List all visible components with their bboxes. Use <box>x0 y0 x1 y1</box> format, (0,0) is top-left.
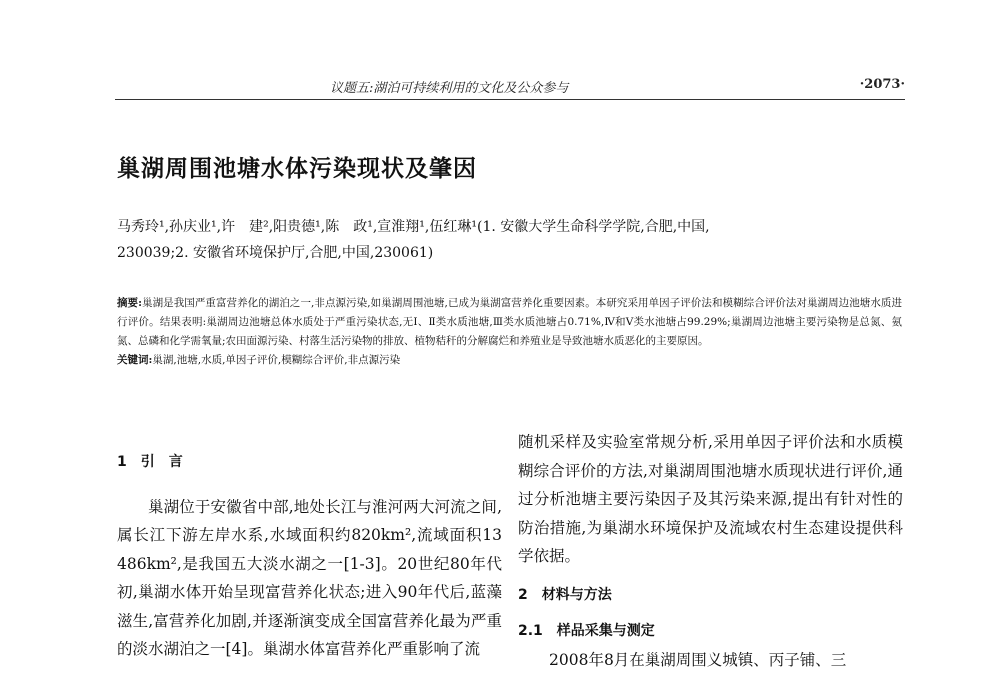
abstract-label: 摘要: <box>117 297 142 309</box>
section-1-paragraph: 巢湖位于安徽省中部,地处长江与淮河两大河流之间,属长江下游左岸水系,水域面积约820km²,流域面积13 486km²,是我国五大淡水湖之一[1-3]。20世纪80年代初,巢湖水体开始呈现富营养化状态;进入90年代后,蓝藻滋生,富营养化加剧,并逐渐演变成全国富营养化最为严重的淡水湖泊之一[4]。巢湖水体富营养化严重影响了流 <box>117 497 502 658</box>
authors-line-2: 230039;2. 安徽省环境保护厅,合肥,中国,230061) <box>117 245 434 261</box>
section-2-1-paragraph: 2008年8月在巢湖周围义城镇、丙子铺、三 <box>549 650 847 669</box>
section-2-heading: 2 材料与方法 <box>518 586 612 603</box>
section-2-1-heading: 2.1 样品采集与测定 <box>518 623 655 639</box>
section-1-heading: 1 引 言 <box>117 454 183 470</box>
abstract-text: 巢湖是我国严重富营养化的湖泊之一,非点源污染,如巢湖周围池塘,已成为巢湖富营养化重要因素。本研究采用单因子评价法和模糊综合评价法对巢湖周边池塘水质进行评价。结果表明:巢湖周边池塘总体水质处于严重污染状态,无Ⅰ、Ⅱ类水质池塘,Ⅲ类水质池塘占0.71%,Ⅳ和Ⅴ类水池塘占99.29%;巢湖周边池塘主要污染物是总氮、氨氮、总磷和化学需氧量;农田面源污染、村落生活污染物的排放、植物秸秆的分解腐烂和养殖业是导致池塘水质恶化的主要原因。 <box>117 297 902 347</box>
abstract-block <box>117 294 902 370</box>
keywords-text: 巢湖,池塘,水质,单因子评价,模糊综合评价,非点源污染 <box>152 354 401 366</box>
article-title: 巢湖周围池塘水体污染现状及肇因 <box>117 156 477 182</box>
page-number: ·2073· <box>859 77 905 92</box>
running-title: 议题五:湖泊可持续利用的文化及公众参与 <box>330 81 569 96</box>
running-header <box>330 77 905 96</box>
keywords-label: 关键词: <box>117 354 153 366</box>
continued-paragraph: 随机采样及实验室常规分析,采用单因子评价法和水质模糊综合评价的方法,对巢湖周围池塘水质现状进行评价,通过分析池塘主要污染因子及其污染来源,提出有针对性的防治措施,为巢湖水环境保护及流域农村生态建设提供科学依据。 <box>518 433 903 565</box>
left-column <box>117 448 502 664</box>
authors-line-1: 马秀玲¹,孙庆业¹,许 建²,阳贵德¹,陈 政¹,宣淮翔¹,伍红琳¹(1. 安徽大学生命科学学院,合肥,中国, <box>117 219 710 235</box>
header-rule <box>115 99 905 100</box>
author-affiliations <box>117 214 902 266</box>
right-column <box>518 428 903 674</box>
keywords-line <box>117 351 902 370</box>
